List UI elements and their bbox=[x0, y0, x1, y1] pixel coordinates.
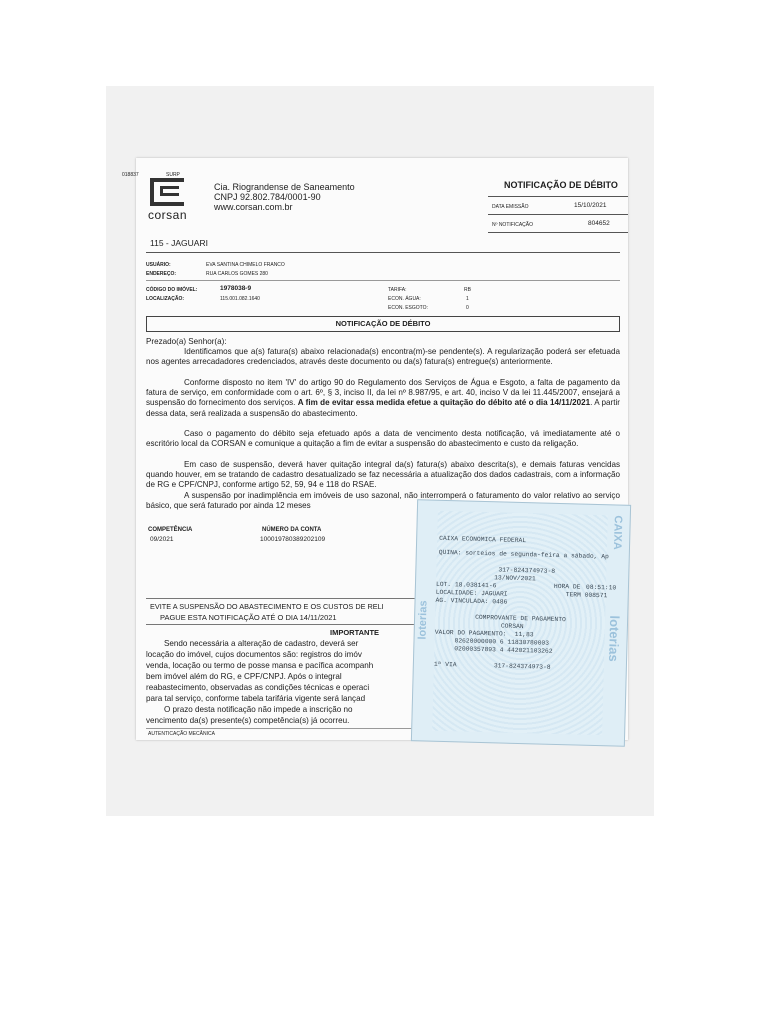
important-line-2: locação do imóvel, cujos documentos são: registros do imóv bbox=[146, 650, 362, 659]
receipt-locality: LOCALIDADE: JAGUARI bbox=[435, 588, 508, 598]
address-value: RUA CARLOS GOMES 280 bbox=[206, 271, 268, 277]
econ-sewer-value: 0 bbox=[466, 305, 469, 311]
receipt-quina: QUINA: sorteios de segunda-feira a sábado, Ap bbox=[438, 548, 609, 561]
doc-title: NOTIFICAÇÃO DE DÉBITO bbox=[504, 180, 618, 190]
notification-label: Nº NOTIFICAÇÃO bbox=[492, 222, 533, 228]
footer-left: AUTENTICAÇÃO MECÂNICA bbox=[148, 731, 215, 737]
receipt-hour: 08:51:10 bbox=[585, 583, 617, 592]
notification-number: 804652 bbox=[588, 220, 610, 227]
emission-date: 15/10/2021 bbox=[574, 202, 607, 209]
paragraph-3: Caso o pagamento do débito seja efetuado após a data de vencimento desta notificação, vá imediatamente até o escritório local da CORSAN e comunique a quitação a fim de evitar a suspensão do abastecimento e custo da religação. bbox=[146, 429, 620, 449]
code-value: 1978038-9 bbox=[220, 285, 252, 292]
ref-number: 018837 bbox=[122, 172, 139, 178]
ref-label: SURP bbox=[166, 172, 180, 178]
important-line-4: bem imóvel além do RG, e CPF/CNPJ. Após o integral bbox=[146, 672, 342, 681]
paragraph-2: Conforme disposto no item 'IV' do artigo 90 do Regulamento dos Serviços de Água e Esgoto, a falta de pagamento da fatura de serviço, em conformidade com o art. 6º, § 3, inciso II, da lei nº 8.987/95, e art. 40, inciso V da lei 11.445/2007, ensejará a suspensão do fornecimento dos serviços. A fim de evitar essa medida efetue a quitação do débito até o dia 14/11/2021. A partir dessa data, será realizada a suspensão do abastecimento. bbox=[146, 378, 620, 418]
notice-title-box bbox=[146, 316, 620, 332]
code-label: CÓDIGO DO IMÓVEL: bbox=[146, 287, 198, 293]
econ-water-label: ECON. ÁGUA: bbox=[388, 296, 421, 302]
unit-name: 115 - JAGUARI bbox=[150, 238, 208, 248]
tariff-label: TARIFA: bbox=[388, 287, 407, 293]
company-website: www.corsan.com.br bbox=[214, 202, 293, 212]
receipt-bank: CAIXA ECONOMICA FEDERAL bbox=[439, 534, 527, 545]
greeting: Prezado(a) Senhor(a): bbox=[146, 337, 227, 346]
notice-box-title: NOTIFICAÇÃO DE DÉBITO bbox=[335, 319, 431, 328]
receipt-hour-label: HORA DE bbox=[553, 582, 581, 591]
paragraph-4: Em caso de suspensão, deverá haver quitação integral da(s) fatura(s) abaixo descrita(s), e demais faturas vencidas quando houver, em se tratando de cadastro desatualizado se faz necessária a atualização dos dados cadastrais, com a informação de RG e CPF/CNPJ, conforme artigo 52, 59, 94 e 118 do RSAE. bbox=[146, 460, 620, 490]
important-line-6: para tal serviço, conforme tabela tarifária vigente será lançad bbox=[146, 694, 366, 703]
location-label: LOCALIZAÇÃO: bbox=[146, 296, 185, 302]
loterias-brand-right: loterias bbox=[606, 615, 623, 662]
econ-water-value: 1 bbox=[466, 296, 469, 302]
receipt-barcode-2: 02000357893 4 442021103262 bbox=[454, 645, 553, 655]
receipt-comprovante: COMPROVANTE DE PAGAMENTO bbox=[475, 613, 566, 624]
col-conta: NÚMERO DA CONTA bbox=[262, 527, 322, 533]
receipt-barcode-1: 82620000000 6 11830780003 bbox=[454, 637, 550, 647]
receipt-via: 1ª VIA bbox=[433, 660, 457, 669]
tariff-value: RB bbox=[464, 287, 471, 293]
user-label: USUÁRIO: bbox=[146, 262, 171, 268]
payment-receipt bbox=[411, 499, 631, 747]
receipt-valor-label: VALOR DO PAGAMENTO: bbox=[434, 628, 507, 638]
econ-sewer-label: ECON. ESGOTO: bbox=[388, 305, 428, 311]
caixa-brand-right: CAIXA bbox=[610, 515, 624, 550]
important-title: IMPORTANTE bbox=[330, 628, 380, 637]
emission-label: DATA EMISSÃO bbox=[492, 204, 529, 210]
paragraph-5: A suspensão por inadimplência em imóveis de uso sazonal, não interromperá o faturamento do valor relativo ao serviço básico, que será faturado por ainda 12 meses bbox=[146, 491, 620, 511]
company-name: Cia. Riograndense de Saneamento bbox=[214, 182, 355, 192]
important-line-3: venda, locação ou termo de posse mansa e pacífica acompanh bbox=[146, 661, 374, 670]
receipt-lot: LOT. 18.038141-6 bbox=[435, 580, 497, 590]
warning-line-1: EVITE A SUSPENSÃO DO ABASTECIMENTO E OS CUSTOS DE RELI bbox=[150, 602, 384, 611]
receipt-date: 13/NOV/2021 bbox=[494, 574, 536, 583]
paragraph-1: Identificamos que a(s) fatura(s) abaixo relacionada(s) encontra(m)-se pendente(s). A regularização poderá ser efetuada nos agentes arrecadadores credenciados, através deste documento ou da(s) fatura(s) entregue(s) anteriormente. bbox=[146, 347, 620, 367]
important-line-7: O prazo desta notificação não impede a inscrição no bbox=[164, 705, 353, 714]
important-line-5: reabastecimento, observadas as condições técnicas e operaci bbox=[146, 683, 370, 692]
company-cnpj: CNPJ 92.802.784/0001-90 bbox=[214, 192, 321, 202]
col-competencia: COMPETÊNCIA bbox=[148, 527, 193, 533]
receipt-code-2: 317-824374973-8 bbox=[493, 662, 551, 671]
warning-line-2: PAGUE ESTA NOTIFICAÇÃO ATÉ O DIA 14/11/2021 bbox=[160, 613, 337, 622]
loterias-brand-left: loterias bbox=[416, 600, 430, 640]
conta-value: 100019780389202109 bbox=[260, 536, 326, 543]
receipt-valor: 11,83 bbox=[514, 630, 534, 639]
user-value: EVA SANTINA CHIMELO FRANCO bbox=[206, 262, 285, 268]
address-label: ENDEREÇO: bbox=[146, 271, 177, 277]
important-line-8: vencimento da(s) presente(s) competência(s) já ocorreu. bbox=[146, 716, 350, 725]
important-line-1: Sendo necessária a alteração de cadastro, deverá ser bbox=[164, 639, 359, 648]
corsan-logo-icon bbox=[150, 178, 184, 206]
receipt-code-1: 317-824374973-8 bbox=[498, 566, 556, 575]
receipt-corsan: CORSAN bbox=[500, 622, 524, 631]
receipt-agency: AG. VINCULADA: 0486 bbox=[435, 596, 508, 606]
receipt-term: TERM 008571 bbox=[565, 591, 608, 600]
logo-text: corsan bbox=[148, 208, 188, 222]
competencia-value: 09/2021 bbox=[150, 536, 174, 543]
location-value: 115.001.082.1640 bbox=[220, 296, 260, 302]
